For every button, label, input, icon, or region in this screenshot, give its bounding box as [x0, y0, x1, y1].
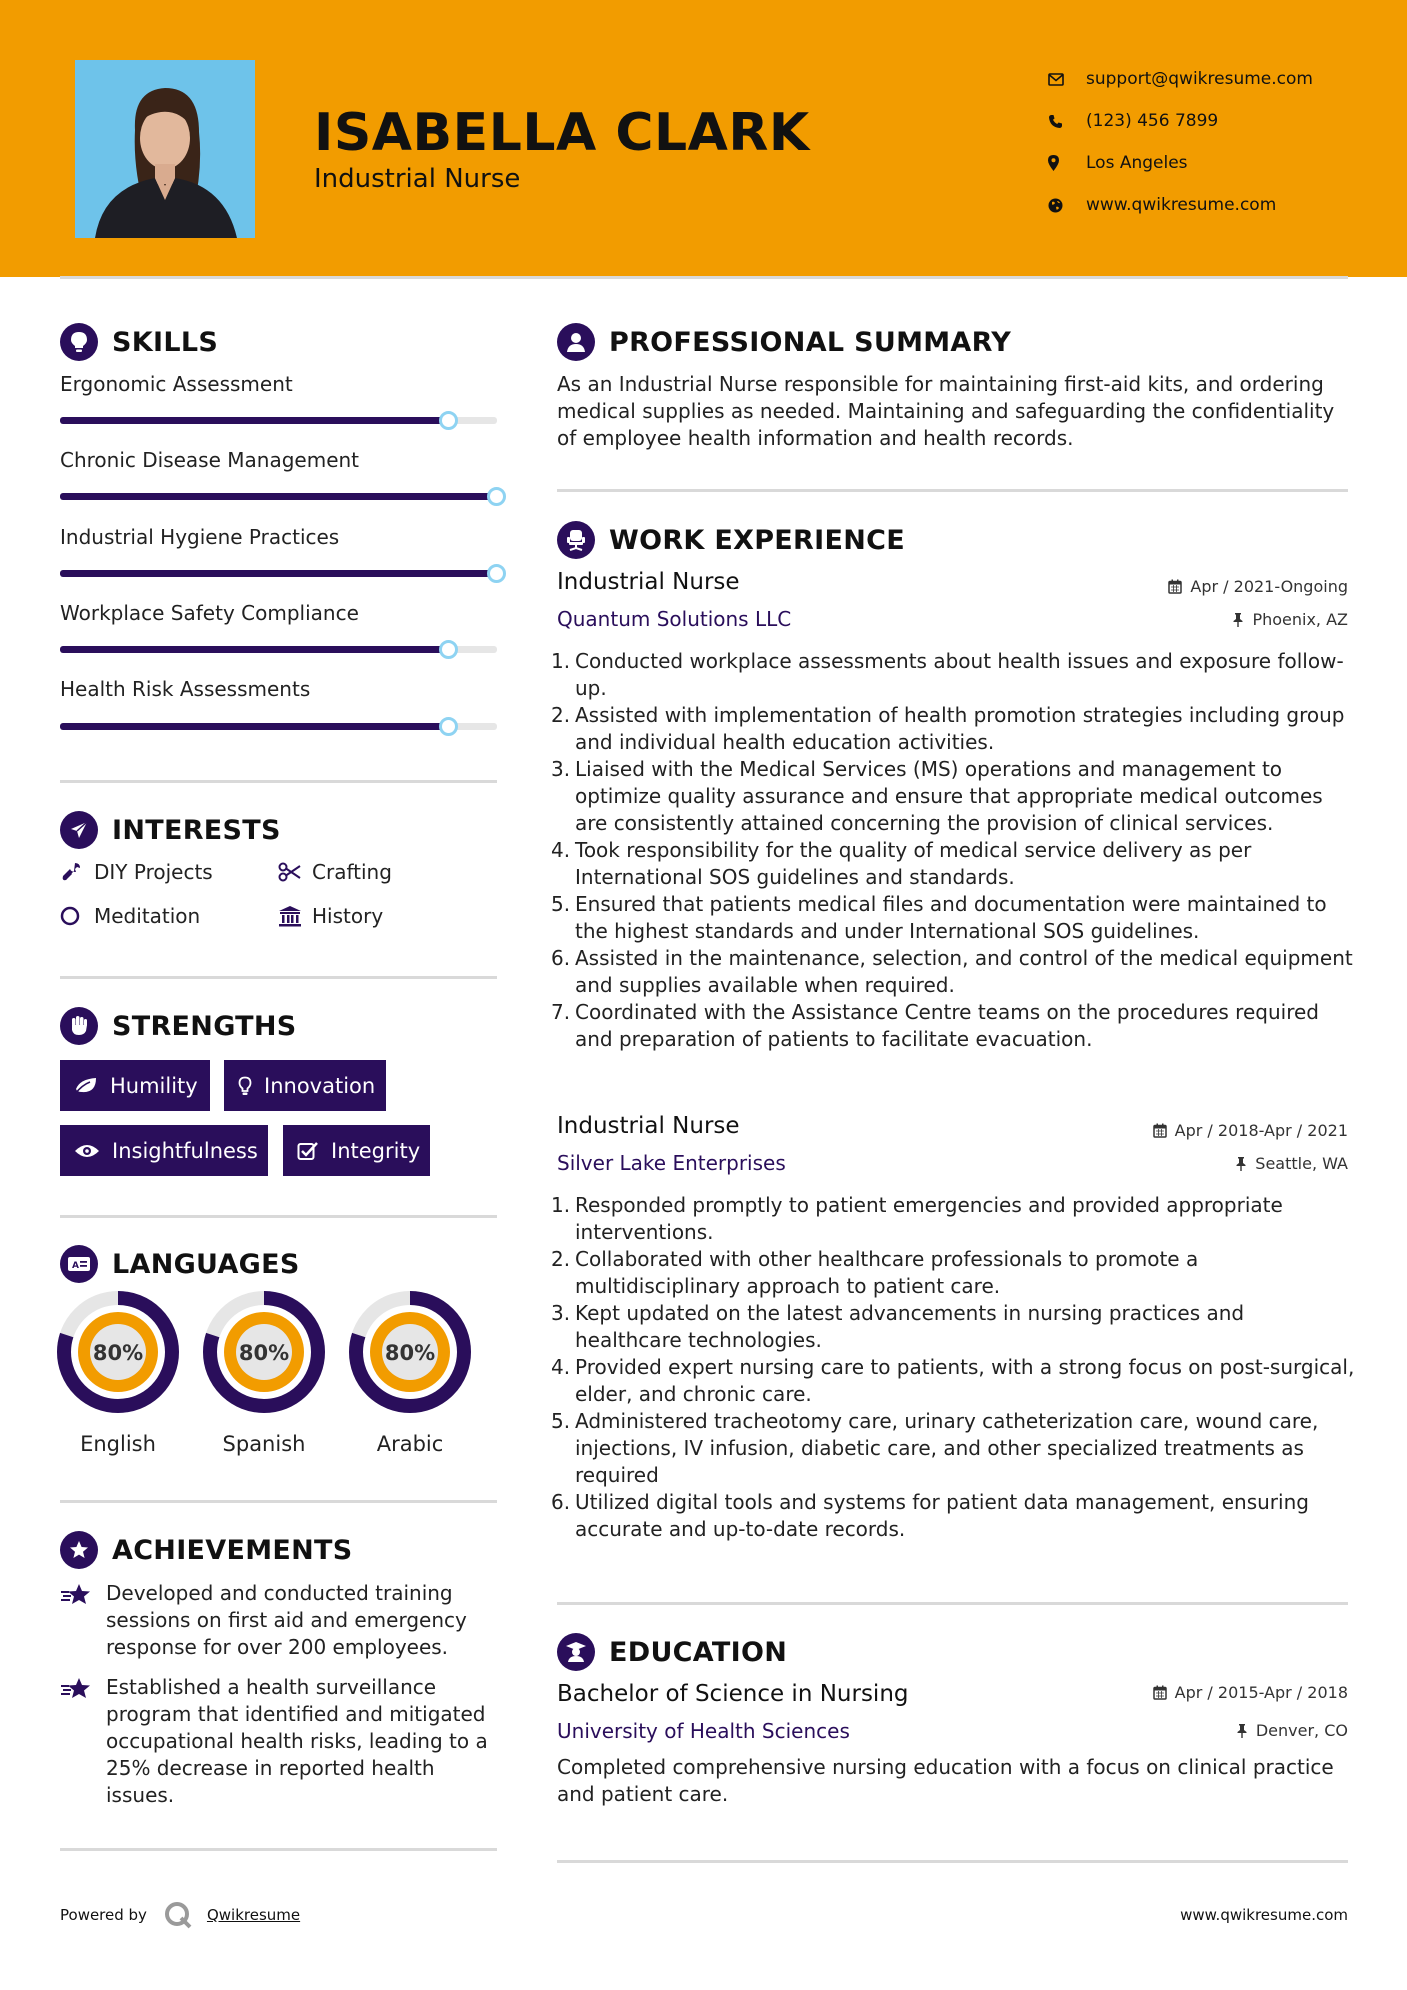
- section-divider: [60, 1848, 497, 1851]
- star-icon: [60, 1580, 106, 1661]
- list-item-text: Provided expert nursing care to patients, with a strong focus on post-surgical, elder, and chronic care.: [575, 1355, 1355, 1406]
- skill-bar: [60, 646, 497, 653]
- contact-location-text: Los Angeles: [1086, 153, 1188, 173]
- contact-location: [1048, 142, 1368, 184]
- list-item: 6. Utilized digital tools and systems for patient data management, ensuring accurate and up-to-date records.: [551, 1490, 1309, 1541]
- wrench-icon: [60, 861, 94, 883]
- section-divider: [557, 489, 1348, 492]
- languages-title: LANGUAGES: [112, 1248, 300, 1280]
- candidate-role: Industrial Nurse: [314, 164, 521, 194]
- skill-bar-fill: [60, 723, 449, 730]
- language-item: [202, 1290, 326, 1456]
- phone-icon: [1048, 114, 1086, 129]
- list-item-text: Ensured that patients medical files and documentation were maintained to the highest standards and under International SOS guidelines.: [575, 892, 1327, 943]
- language-donut: [56, 1290, 180, 1414]
- skill-bar-fill: [60, 570, 497, 577]
- achievement-item: [60, 1580, 500, 1661]
- degree-title: Bachelor of Science in Nursing: [557, 1681, 909, 1707]
- language-percent: 80%: [384, 1341, 436, 1365]
- skill-bar: [60, 723, 497, 730]
- job-location: [1232, 610, 1348, 629]
- pushpin-icon: [1235, 1156, 1247, 1171]
- skill-label: Workplace Safety Compliance: [60, 601, 359, 625]
- list-item: 5. Ensured that patients medical files and documentation were maintained to the highest standards and under International SOS guidelines.: [551, 892, 1327, 943]
- job-dates: [1168, 577, 1348, 596]
- strength-label: Innovation: [264, 1073, 376, 1098]
- education-heading: [557, 1633, 787, 1671]
- list-item-text: Responded promptly to patient emergencies and provided appropriate interventions.: [575, 1193, 1283, 1244]
- achievement-text: Developed and conducted training sessions on first aid and emergency response for over 200 employees.: [106, 1581, 467, 1659]
- education-title: EDUCATION: [609, 1636, 788, 1668]
- list-item: 4. Took responsibility for the quality of medical service delivery as per International SOS guidelines and standards.: [551, 838, 1252, 889]
- contact-website-text: www.qwikresume.com: [1086, 195, 1277, 215]
- qwikresume-link[interactable]: Qwikresume: [206, 1906, 301, 1924]
- language-label: English: [80, 1432, 156, 1456]
- calendar-icon: [1168, 579, 1182, 594]
- skill-bar: [60, 493, 497, 500]
- language-donut: [202, 1290, 326, 1414]
- interests-title: INTERESTS: [112, 814, 281, 846]
- leaf-icon: [74, 1077, 98, 1095]
- language-donut: [348, 1290, 472, 1414]
- list-item-text: Collaborated with other healthcare professionals to promote a multidisciplinary approach to patient care.: [575, 1247, 1199, 1298]
- interest-item: [278, 904, 383, 928]
- calendar-icon: [1153, 1685, 1167, 1700]
- list-item-text: Administered tracheotomy care, urinary catheterization care, wound care, injections, IV infusion, diabetic care, and other specialized treatments as required: [575, 1409, 1319, 1487]
- skill-label: Industrial Hygiene Practices: [60, 525, 340, 549]
- language-label: Spanish: [222, 1432, 306, 1456]
- interest-label: DIY Projects: [94, 860, 213, 884]
- interest-label: History: [312, 904, 384, 928]
- lightbulb-icon: [60, 323, 98, 361]
- language-item: [348, 1290, 472, 1456]
- graduate-icon: [557, 1633, 595, 1671]
- job-location-text: Phoenix, AZ: [1252, 610, 1348, 629]
- contact-phone-text: (123) 456 7899: [1086, 111, 1219, 131]
- list-item-text: Took responsibility for the quality of medical service delivery as per International SOS guidelines and standards.: [575, 838, 1252, 889]
- fist-icon: [60, 1007, 98, 1045]
- lightbulb-icon: [238, 1076, 252, 1096]
- list-item: 2. Assisted with implementation of health promotion strategies including group and individual health education activities.: [551, 703, 1345, 754]
- candidate-name: ISABELLA CLARK: [314, 103, 810, 163]
- interest-item: [60, 860, 213, 884]
- strength-badge: [60, 1060, 210, 1111]
- map-pin-icon: [1048, 155, 1086, 171]
- list-item: 3. Kept updated on the latest advancements in nursing practices and healthcare technologies.: [551, 1301, 1245, 1352]
- contact-phone[interactable]: [1048, 100, 1368, 142]
- skill-label: Chronic Disease Management: [60, 448, 360, 472]
- paper-plane-icon: [60, 811, 98, 849]
- svg-text:A: A: [72, 1261, 79, 1271]
- job-responsibilities: [551, 648, 1357, 1053]
- skill-bar-knob: [439, 640, 458, 659]
- education-dates-text: Apr / 2015-Apr / 2018: [1174, 1683, 1348, 1702]
- envelope-icon: [1048, 73, 1086, 86]
- summary-text: As an Industrial Nurse responsible for maintaining first-aid kits, and ordering medical supplies as needed. Maintaining and safeguarding the confidentiality of employee health information and health records.: [557, 372, 1335, 450]
- calendar-icon: [1153, 1123, 1167, 1138]
- strength-badge: [60, 1125, 268, 1176]
- achievements-heading: [60, 1531, 353, 1569]
- education-dates: [1153, 1683, 1348, 1702]
- contact-info: [1048, 58, 1368, 226]
- check-square-icon: [297, 1141, 319, 1161]
- strength-label: Integrity: [331, 1138, 421, 1163]
- job-title: Industrial Nurse: [557, 569, 740, 595]
- language-icon: [60, 1245, 98, 1283]
- skill-bar-knob: [487, 564, 506, 583]
- skill-bar-fill: [60, 417, 449, 424]
- footer-powered-by: [60, 1900, 300, 1930]
- job-responsibilities: [551, 1192, 1357, 1543]
- experience-title: WORK EXPERIENCE: [609, 524, 905, 556]
- language-item: [56, 1290, 180, 1456]
- qwikresume-logo-icon: [163, 1900, 193, 1930]
- achievements-title: ACHIEVEMENTS: [112, 1534, 353, 1566]
- summary-heading: [557, 323, 1011, 361]
- list-item-text: Conducted workplace assessments about health issues and exposure follow-up.: [575, 649, 1344, 700]
- job-location: [1235, 1154, 1348, 1173]
- section-divider: [60, 780, 497, 783]
- job-dates: [1153, 1121, 1348, 1140]
- achievement-item: [60, 1674, 500, 1809]
- education-location: [1236, 1721, 1348, 1740]
- museum-icon: [278, 905, 312, 927]
- language-percent: 80%: [238, 1341, 290, 1365]
- achievement-text: Established a health surveillance program that identified and mitigated occupational health risks, leading to a 25% decrease in reported health issues.: [106, 1675, 488, 1807]
- contact-email-text: support@qwikresume.com: [1086, 69, 1313, 89]
- eye-icon: [74, 1143, 100, 1159]
- skills-heading: [60, 323, 218, 361]
- scissors-icon: [278, 862, 312, 882]
- profile-photo: [75, 60, 255, 238]
- section-divider: [60, 1500, 497, 1503]
- list-item: 5. Administered tracheotomy care, urinary catheterization care, wound care, injections, IV infusion, diabetic care, and other specialized treatments as required: [551, 1409, 1319, 1487]
- header-divider: [60, 276, 1348, 279]
- strengths-heading: [60, 1007, 297, 1045]
- skill-bar: [60, 570, 497, 577]
- job-company: Quantum Solutions LLC: [557, 607, 792, 631]
- interests-heading: [60, 811, 281, 849]
- list-item-text: Kept updated on the latest advancements in nursing practices and healthcare technologies.: [575, 1301, 1245, 1352]
- school-name: University of Health Sciences: [557, 1719, 850, 1743]
- list-item: 1. Conducted workplace assessments about health issues and exposure follow-up.: [551, 649, 1344, 700]
- skill-bar-knob: [487, 487, 506, 506]
- skill-bar-fill: [60, 493, 497, 500]
- strength-badge: [224, 1060, 386, 1111]
- language-label: Arabic: [376, 1432, 444, 1456]
- job-location-text: Seattle, WA: [1255, 1154, 1348, 1173]
- skill-label: Ergonomic Assessment: [60, 372, 293, 396]
- strength-label: Humility: [110, 1073, 198, 1098]
- strengths-title: STRENGTHS: [112, 1010, 297, 1042]
- list-item: 1. Responded promptly to patient emergencies and provided appropriate interventions.: [551, 1193, 1283, 1244]
- skill-label: Health Risk Assessments: [60, 677, 311, 701]
- circle-icon: [60, 906, 94, 926]
- globe-icon: [1048, 198, 1086, 213]
- section-divider: [60, 976, 497, 979]
- office-chair-icon: [557, 521, 595, 559]
- skills-title: SKILLS: [112, 326, 219, 358]
- language-percent: 80%: [92, 1341, 144, 1365]
- list-item: 7. Coordinated with the Assistance Centre teams on the procedures required and preparation of patients to facilitate evacuation.: [551, 1000, 1319, 1051]
- interest-item: [60, 904, 200, 928]
- section-divider: [60, 1215, 497, 1218]
- job-dates-text: Apr / 2018-Apr / 2021: [1174, 1121, 1348, 1140]
- section-divider: [557, 1860, 1348, 1863]
- user-icon: [557, 323, 595, 361]
- list-item-text: Assisted in the maintenance, selection, and control of the medical equipment and supplies available when required.: [575, 946, 1353, 997]
- skill-bar-fill: [60, 646, 449, 653]
- list-item-text: Assisted with implementation of health promotion strategies including group and individual health education activities.: [575, 703, 1345, 754]
- interest-label: Meditation: [94, 904, 201, 928]
- list-item: 3. Liaised with the Medical Services (MS) operations and management to optimize quality assurance and ensure that appropriate medical outcomes are consistently attained concerning the provision of clinical services.: [551, 757, 1323, 835]
- interest-item: [278, 860, 392, 884]
- list-item-text: Utilized digital tools and systems for patient data management, ensuring accurate and up-to-date records.: [575, 1490, 1309, 1541]
- pushpin-icon: [1232, 612, 1244, 627]
- list-item-text: Coordinated with the Assistance Centre teams on the procedures required and preparation of patients to facilitate evacuation.: [575, 1000, 1319, 1051]
- list-item: 4. Provided expert nursing care to patients, with a strong focus on post-surgical, elder, and chronic care.: [551, 1355, 1355, 1406]
- summary-title: PROFESSIONAL SUMMARY: [609, 326, 1012, 358]
- job-title: Industrial Nurse: [557, 1113, 740, 1139]
- contact-website[interactable]: [1048, 184, 1368, 226]
- job-company: Silver Lake Enterprises: [557, 1151, 786, 1175]
- education-location-text: Denver, CO: [1255, 1721, 1348, 1740]
- contact-email[interactable]: [1048, 58, 1368, 100]
- star-icon: [60, 1674, 106, 1809]
- star-badge-icon: [60, 1531, 98, 1569]
- list-item: 2. Collaborated with other healthcare professionals to promote a multidisciplinary approach to patient care.: [551, 1247, 1199, 1298]
- education-description: Completed comprehensive nursing education with a focus on clinical practice and patient care.: [557, 1755, 1334, 1806]
- skill-bar-knob: [439, 411, 458, 430]
- skill-bar-knob: [439, 717, 458, 736]
- strength-badge: [283, 1125, 430, 1176]
- skill-bar: [60, 417, 497, 424]
- list-item-text: Liaised with the Medical Services (MS) operations and management to optimize quality assurance and ensure that appropriate medical outcomes are consistently attained concerning the provision of clinical services.: [575, 757, 1323, 835]
- list-item: 6. Assisted in the maintenance, selection, and control of the medical equipment and supplies available when required.: [551, 946, 1353, 997]
- experience-heading: [557, 521, 905, 559]
- strength-label: Insightfulness: [112, 1138, 258, 1163]
- job-dates-text: Apr / 2021-Ongoing: [1190, 577, 1348, 596]
- pushpin-icon: [1236, 1723, 1248, 1738]
- languages-heading: [60, 1245, 300, 1283]
- footer-url[interactable]: www.qwikresume.com: [1180, 1906, 1348, 1924]
- powered-by-text: Powered by: [60, 1906, 147, 1924]
- interest-label: Crafting: [312, 860, 392, 884]
- section-divider: [557, 1602, 1348, 1605]
